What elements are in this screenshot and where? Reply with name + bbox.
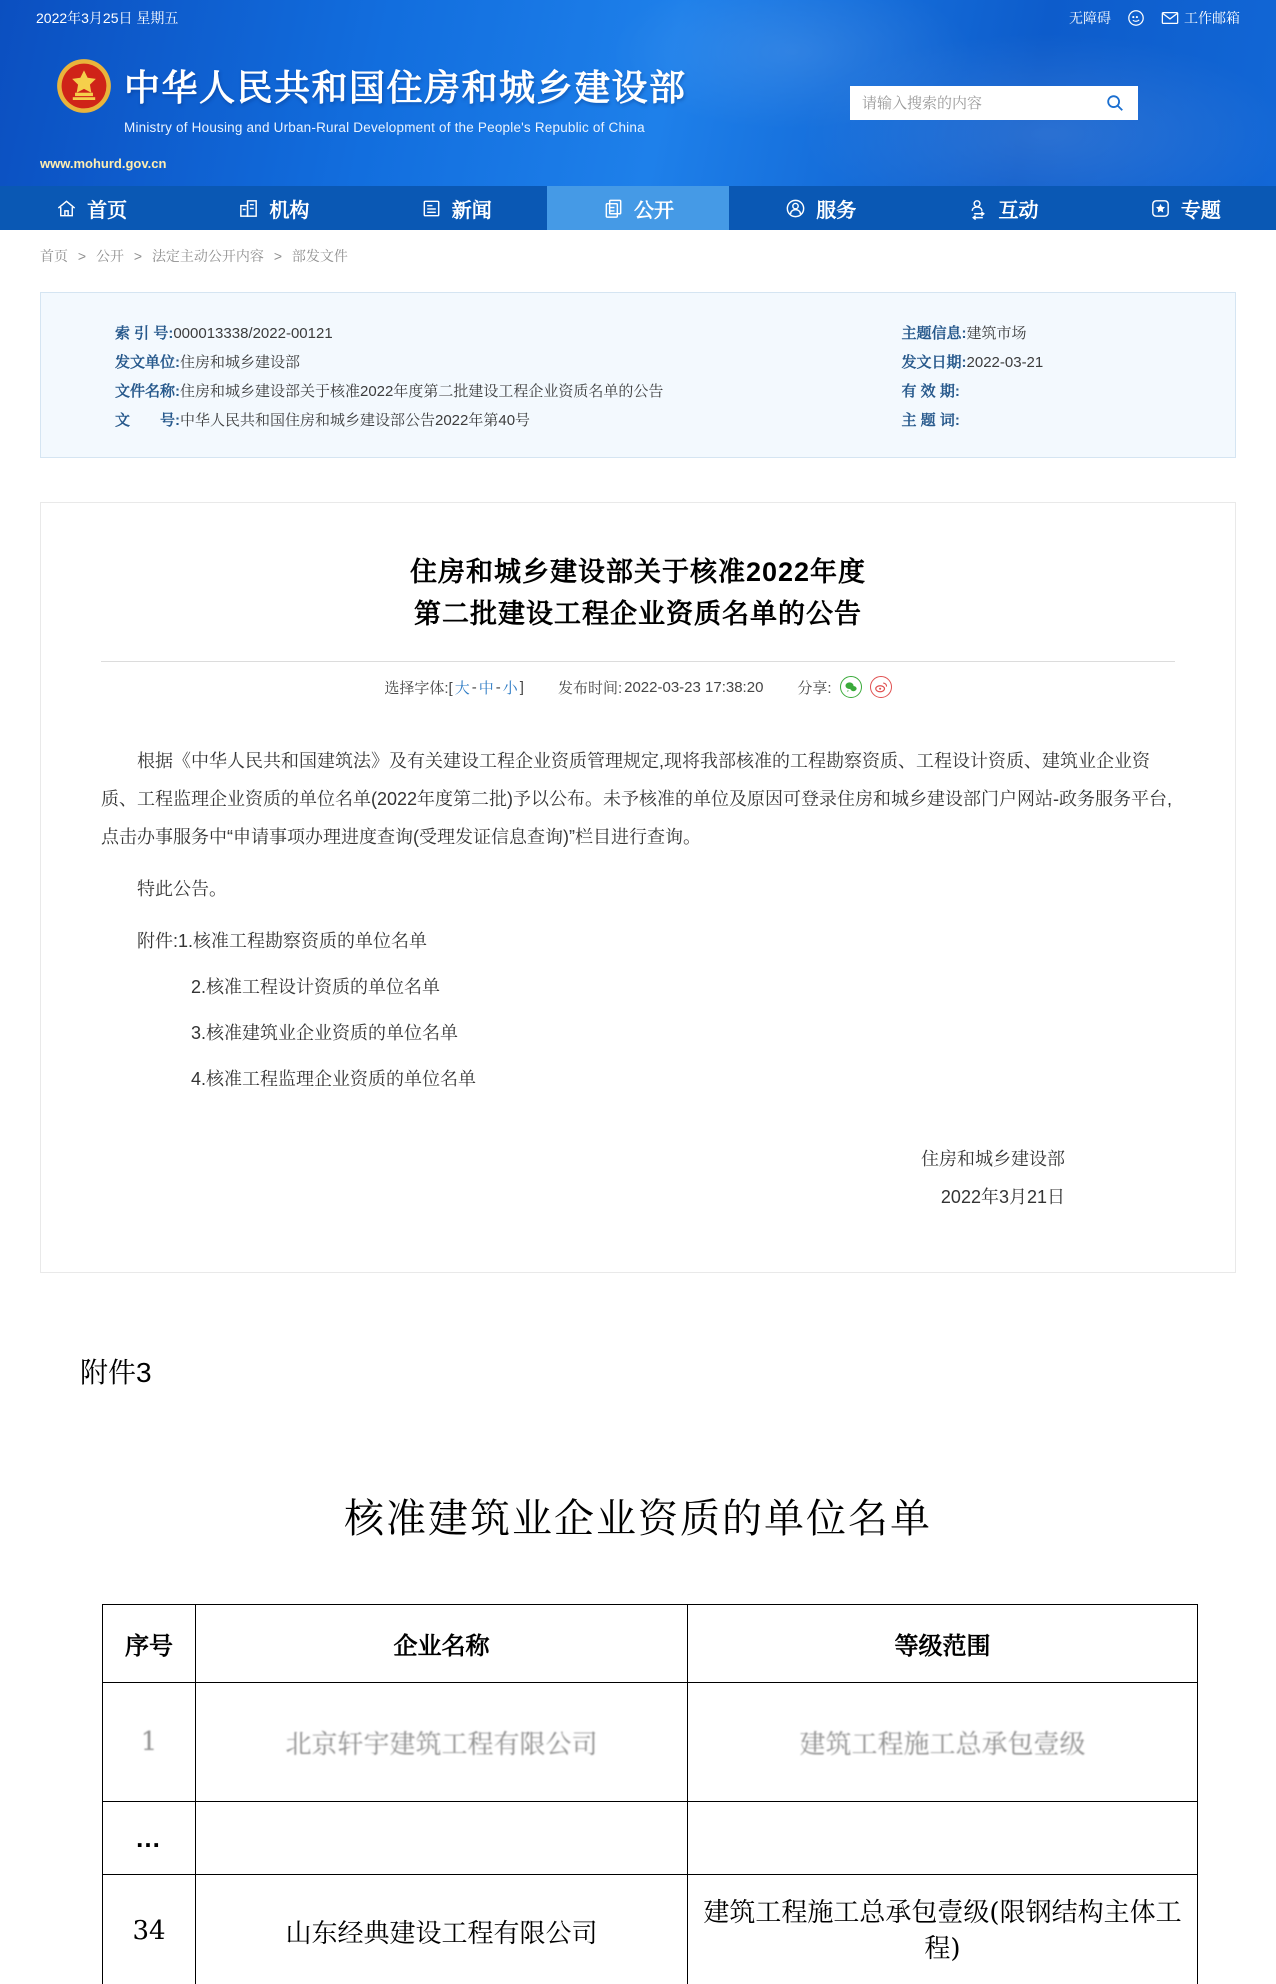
breadcrumb-separator: > — [133, 248, 143, 264]
attachment-3-title: 核准建筑业企业资质的单位名单 — [344, 1496, 932, 1542]
doc-file-number: 文 号:中华人民共和国住房和城乡建设部公告2022年第40号 — [115, 412, 531, 429]
cell-scope: 建筑工程施工总承包壹级(限钢结构主体工程) — [688, 1875, 1198, 1984]
accessibility-label: 无障碍 — [1069, 10, 1111, 26]
nav-label: 公开 — [633, 199, 674, 222]
table-header-row — [103, 1605, 1198, 1683]
cell-scope — [688, 1802, 1198, 1875]
share-group — [797, 676, 891, 698]
search-button[interactable] — [1104, 92, 1126, 114]
mailbox-label: 工作邮箱 — [1184, 10, 1240, 26]
doc-index-number: 索 引 号:000013338/2022-00121 — [115, 325, 333, 342]
attachment-list-line-1: 附件:1.核准工程勘察资质的单位名单 — [137, 931, 428, 951]
nav-item-home[interactable] — [0, 186, 182, 230]
doc-topic-info: 主题信息:建筑市场 — [901, 325, 1027, 342]
article-toolbar — [101, 662, 1175, 698]
signature-unit: 住房和城乡建设部 — [921, 1149, 1065, 1169]
document-info-box — [40, 292, 1236, 458]
nav-item-service[interactable] — [729, 186, 911, 230]
attachment-list-line-4: 4.核准工程监理企业资质的单位名单 — [191, 1069, 477, 1089]
nav-label: 互动 — [998, 199, 1039, 222]
top-bar — [0, 0, 1276, 36]
publish-time-label: 发布时间: — [557, 679, 623, 697]
search-icon — [1105, 93, 1125, 113]
font-size-large[interactable]: 大 — [454, 679, 470, 697]
service-icon — [784, 197, 807, 220]
cell-company — [196, 1802, 688, 1875]
attachment-list-line-3: 3.核准建筑业企业资质的单位名单 — [191, 1023, 459, 1043]
top-bar-right — [1069, 8, 1240, 28]
weibo-share-icon[interactable] — [870, 676, 892, 698]
doc-issue-date: 发文日期:2022-03-21 — [901, 354, 1044, 371]
nav-label: 服务 — [816, 199, 857, 222]
header-grade-scope: 等级范围 — [688, 1605, 1198, 1683]
table-row — [103, 1683, 1198, 1802]
home-icon — [55, 197, 78, 220]
nav-item-news[interactable] — [365, 186, 547, 230]
article-paragraph-2: 特此公告。 — [137, 879, 227, 899]
table-row — [103, 1875, 1198, 1984]
signature-block — [101, 1140, 1175, 1216]
search-input[interactable] — [862, 95, 1104, 112]
cell-company: 北京轩宇建筑工程有限公司 — [196, 1683, 688, 1802]
interaction-icon — [967, 197, 990, 220]
cell-company: 山东经典建设工程有限公司 — [196, 1875, 688, 1984]
font-size-small[interactable]: 小 — [502, 679, 518, 697]
doc-info-right — [734, 319, 1235, 435]
site-url: www.mohurd.gov.cn — [40, 156, 167, 171]
publish-time — [558, 677, 763, 698]
cell-serial: 34 — [103, 1875, 196, 1984]
national-emblem-logo — [56, 58, 112, 114]
font-size-bracket: ] — [519, 678, 524, 696]
doc-issuing-unit: 发文单位:住房和城乡建设部 — [115, 354, 301, 371]
brand — [124, 60, 687, 135]
nav-label: 首页 — [87, 199, 128, 222]
breadcrumb-separator: > — [273, 248, 283, 264]
wechat-icon[interactable] — [1127, 9, 1145, 27]
nav-item-topic[interactable] — [1094, 186, 1276, 230]
article-title-line1: 住房和城乡建设部关于核准2022年度 — [409, 557, 867, 587]
doc-validity: 有 效 期: — [901, 383, 960, 400]
breadcrumb-home[interactable]: 首页 — [40, 248, 68, 264]
signature-date: 2022年3月21日 — [940, 1187, 1065, 1207]
header-serial-number: 序号 — [103, 1605, 196, 1683]
nav-item-interaction[interactable] — [911, 186, 1093, 230]
site-header — [0, 0, 1276, 186]
font-size-selector — [384, 677, 524, 698]
table-row-ellipsis — [103, 1802, 1198, 1875]
font-size-separator: - — [495, 678, 501, 696]
attachment-list-line-2: 2.核准工程设计资质的单位名单 — [191, 977, 441, 997]
nav-item-organization[interactable] — [182, 186, 364, 230]
breadcrumb-current[interactable]: 部发文件 — [291, 248, 348, 264]
attachment-3-label: 附件3 — [80, 1357, 152, 1388]
article-box — [40, 502, 1236, 1273]
nav-item-disclosure[interactable] — [547, 186, 729, 230]
work-mailbox-link[interactable] — [1161, 8, 1240, 28]
mail-icon — [1161, 9, 1179, 27]
site-title: 中华人民共和国住房和城乡建设部 — [124, 67, 687, 108]
nav-label: 机构 — [269, 199, 310, 222]
site-subtitle: Ministry of Housing and Urban-Rural Development of the People's Republic of China — [124, 120, 645, 135]
article-paragraph-1: 根据《中华人民共和国建筑法》及有关建设工程企业资质管理规定,现将我部核准的工程勘察资质、工程设计资质、建筑业企业资质、工程监理企业资质的单位名单(2022年度第二批)予以公布。未予核准的单位及原因可登录住房和城乡建设部门户网站-政务服务平台,点击办事服务中“申请事项办理进度查询(受理发证信息查询)”栏目进行查询。 — [101, 751, 1173, 847]
current-date: 2022年3月25日 星期五 — [36, 10, 179, 26]
breadcrumb-statutory[interactable]: 法定主动公开内容 — [151, 248, 264, 264]
breadcrumb — [0, 230, 1276, 266]
qualification-table — [102, 1604, 1198, 1984]
breadcrumb-separator: > — [77, 248, 87, 264]
nav-label: 专题 — [1180, 199, 1221, 222]
article-title — [101, 551, 1175, 635]
accessibility-link[interactable] — [1069, 8, 1111, 28]
cell-serial: … — [103, 1802, 196, 1875]
share-label: 分享: — [797, 679, 832, 697]
wechat-share-icon[interactable] — [840, 676, 862, 698]
cell-scope: 建筑工程施工总承包壹级 — [688, 1683, 1198, 1802]
font-size-medium[interactable]: 中 — [478, 679, 494, 697]
nav-label: 新闻 — [451, 199, 492, 222]
topic-icon — [1149, 197, 1172, 220]
header-company-name: 企业名称 — [196, 1605, 688, 1683]
doc-file-name: 文件名称:住房和城乡建设部关于核准2022年度第二批建设工程企业资质名单的公告 — [115, 383, 664, 400]
organization-icon — [237, 197, 260, 220]
article-body — [101, 742, 1175, 1098]
disclosure-icon — [602, 197, 625, 220]
font-size-separator: - — [471, 678, 477, 696]
news-icon — [420, 197, 443, 220]
search-box — [850, 86, 1138, 120]
breadcrumb-disclosure[interactable]: 公开 — [95, 248, 124, 264]
font-size-label: 选择字体:[ — [384, 679, 453, 697]
cell-serial: 1 — [103, 1683, 196, 1802]
publish-time-value: 2022-03-23 17:38:20 — [624, 678, 764, 696]
main-nav — [0, 186, 1276, 230]
article-title-line2: 第二批建设工程企业资质名单的公告 — [414, 599, 862, 629]
doc-info-left — [41, 319, 734, 435]
doc-keywords: 主 题 词: — [901, 412, 960, 429]
